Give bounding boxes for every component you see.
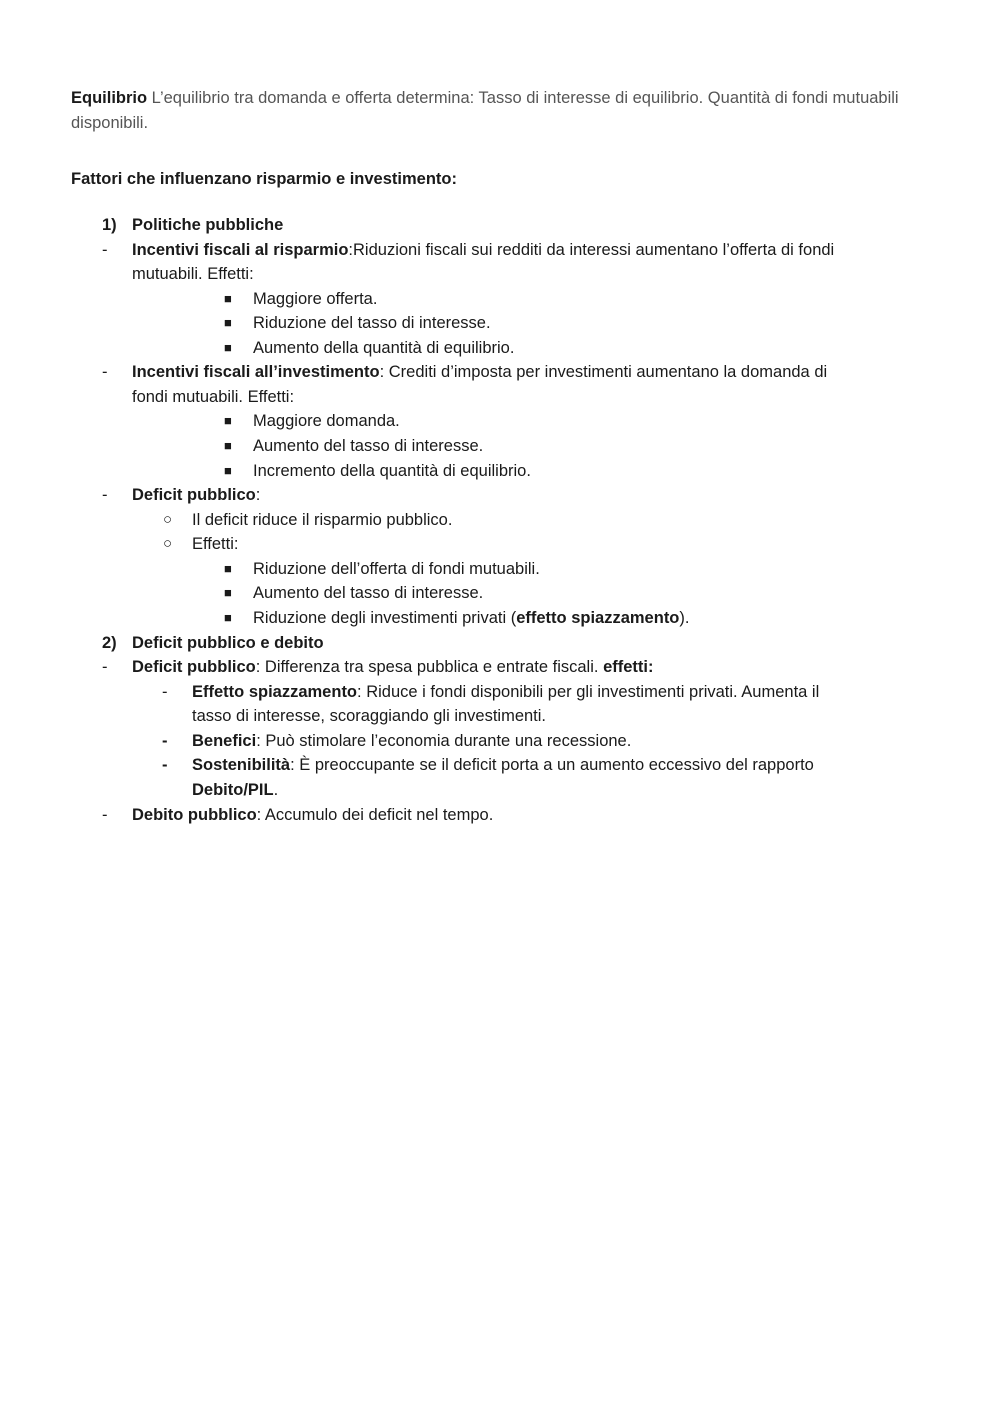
dash-marker: - bbox=[102, 806, 108, 824]
sub-item-end: . bbox=[273, 781, 279, 799]
sub-item-bold: Debito/PIL bbox=[192, 781, 274, 799]
intro-paragraph bbox=[71, 86, 931, 135]
sub-bullet-text: Effetti: bbox=[192, 535, 239, 553]
sub-item-label: Effetto spiazzamento bbox=[192, 683, 358, 701]
square-bullet-icon: ■ bbox=[224, 340, 232, 355]
bullet-text: Riduzione del tasso di interesse. bbox=[253, 314, 491, 332]
bullet-text bbox=[253, 606, 689, 631]
item-bold-tail: effetti: bbox=[603, 658, 654, 676]
square-bullet-icon: ■ bbox=[224, 315, 232, 330]
sub-item-crowding-out bbox=[192, 680, 819, 705]
sub-item-text-cont bbox=[192, 778, 278, 803]
sub-item-text: : Riduce i fondi disponibili per gli investimenti privati. Aumenta il bbox=[357, 683, 820, 701]
square-bullet-icon: ■ bbox=[224, 413, 232, 428]
dash-marker: - bbox=[102, 658, 108, 676]
dash-marker: - bbox=[102, 486, 108, 504]
item-text-cont: fondi mutuabili. Effetti: bbox=[132, 388, 295, 406]
circle-bullet-icon: ○ bbox=[163, 511, 173, 528]
sub-item-benefits bbox=[192, 729, 631, 754]
item-investment-incentives bbox=[132, 360, 827, 385]
bullet-text-bold: effetto spiazzamento bbox=[516, 609, 680, 627]
bullet-text: Aumento della quantità di equilibrio. bbox=[253, 339, 515, 357]
sub-item-text: : È preoccupante se il deficit porta a un aumento eccessivo del rapporto bbox=[290, 756, 814, 774]
bullet-text: Maggiore domanda. bbox=[253, 412, 400, 430]
item-text: : Accumulo dei deficit nel tempo. bbox=[256, 806, 494, 824]
item-label: Debito pubblico bbox=[132, 806, 257, 824]
sub-item-text-cont: tasso di interesse, scoraggiando gli investimenti. bbox=[192, 707, 547, 725]
bullet-text: Maggiore offerta. bbox=[253, 290, 378, 308]
section2-title: Deficit pubblico e debito bbox=[132, 634, 324, 652]
bullet-text: Riduzione dell’offerta di fondi mutuabili. bbox=[253, 560, 540, 578]
item-label: Incentivi fiscali al risparmio bbox=[132, 241, 349, 259]
circle-bullet-icon: ○ bbox=[163, 535, 173, 552]
dash-marker: - bbox=[162, 683, 168, 701]
sub-item-text: : Può stimolare l’economia durante una recessione. bbox=[256, 732, 632, 750]
square-bullet-icon: ■ bbox=[224, 438, 232, 453]
item-text: : Differenza tra spesa pubblica e entrate fiscali. bbox=[255, 658, 604, 676]
item-text-cont: mutuabili. Effetti: bbox=[132, 265, 254, 283]
item-public-deficit-def bbox=[132, 655, 653, 680]
bullet-text: Aumento del tasso di interesse. bbox=[253, 584, 484, 602]
square-bullet-icon: ■ bbox=[224, 585, 232, 600]
section2-number: 2) bbox=[102, 634, 117, 652]
intro-text: L’equilibrio tra domanda e offerta determina: Tasso di interesse di equilibrio. Quantità di fondi mutuabili disponibili. bbox=[71, 89, 899, 132]
item-text: :Riduzioni fiscali sui redditi da interessi aumentano l’offerta di fondi bbox=[348, 241, 835, 259]
sub-item-label: Sostenibilità bbox=[192, 756, 291, 774]
bullet-text-end: ). bbox=[679, 609, 690, 627]
square-bullet-icon: ■ bbox=[224, 610, 232, 625]
item-public-deficit bbox=[132, 483, 260, 508]
dash-marker: - bbox=[162, 732, 168, 750]
section1-number: 1) bbox=[102, 216, 117, 234]
dash-marker: - bbox=[162, 756, 168, 774]
square-bullet-icon: ■ bbox=[224, 561, 232, 576]
sub-item-label: Benefici bbox=[192, 732, 257, 750]
item-label: Deficit pubblico bbox=[132, 486, 256, 504]
section-heading: Fattori che influenzano risparmio e investimento: bbox=[71, 170, 457, 188]
square-bullet-icon: ■ bbox=[224, 291, 232, 306]
item-text: : Crediti d’imposta per investimenti aumentano la domanda di bbox=[379, 363, 828, 381]
bullet-text-start: Riduzione degli investimenti privati ( bbox=[253, 609, 517, 627]
item-label: Deficit pubblico bbox=[132, 658, 256, 676]
dash-marker: - bbox=[102, 241, 108, 259]
dash-marker: - bbox=[102, 363, 108, 381]
item-savings-incentives bbox=[132, 238, 834, 263]
item-public-debt bbox=[132, 803, 493, 828]
section1-title: Politiche pubbliche bbox=[132, 216, 284, 234]
bullet-text: Aumento del tasso di interesse. bbox=[253, 437, 484, 455]
item-colon: : bbox=[255, 486, 261, 504]
intro-title: Equilibrio bbox=[71, 89, 148, 107]
item-label: Incentivi fiscali all’investimento bbox=[132, 363, 380, 381]
sub-bullet-text: Il deficit riduce il risparmio pubblico. bbox=[192, 511, 453, 529]
square-bullet-icon: ■ bbox=[224, 463, 232, 478]
sub-item-sustainability bbox=[192, 753, 814, 778]
bullet-text: Incremento della quantità di equilibrio. bbox=[253, 462, 531, 480]
